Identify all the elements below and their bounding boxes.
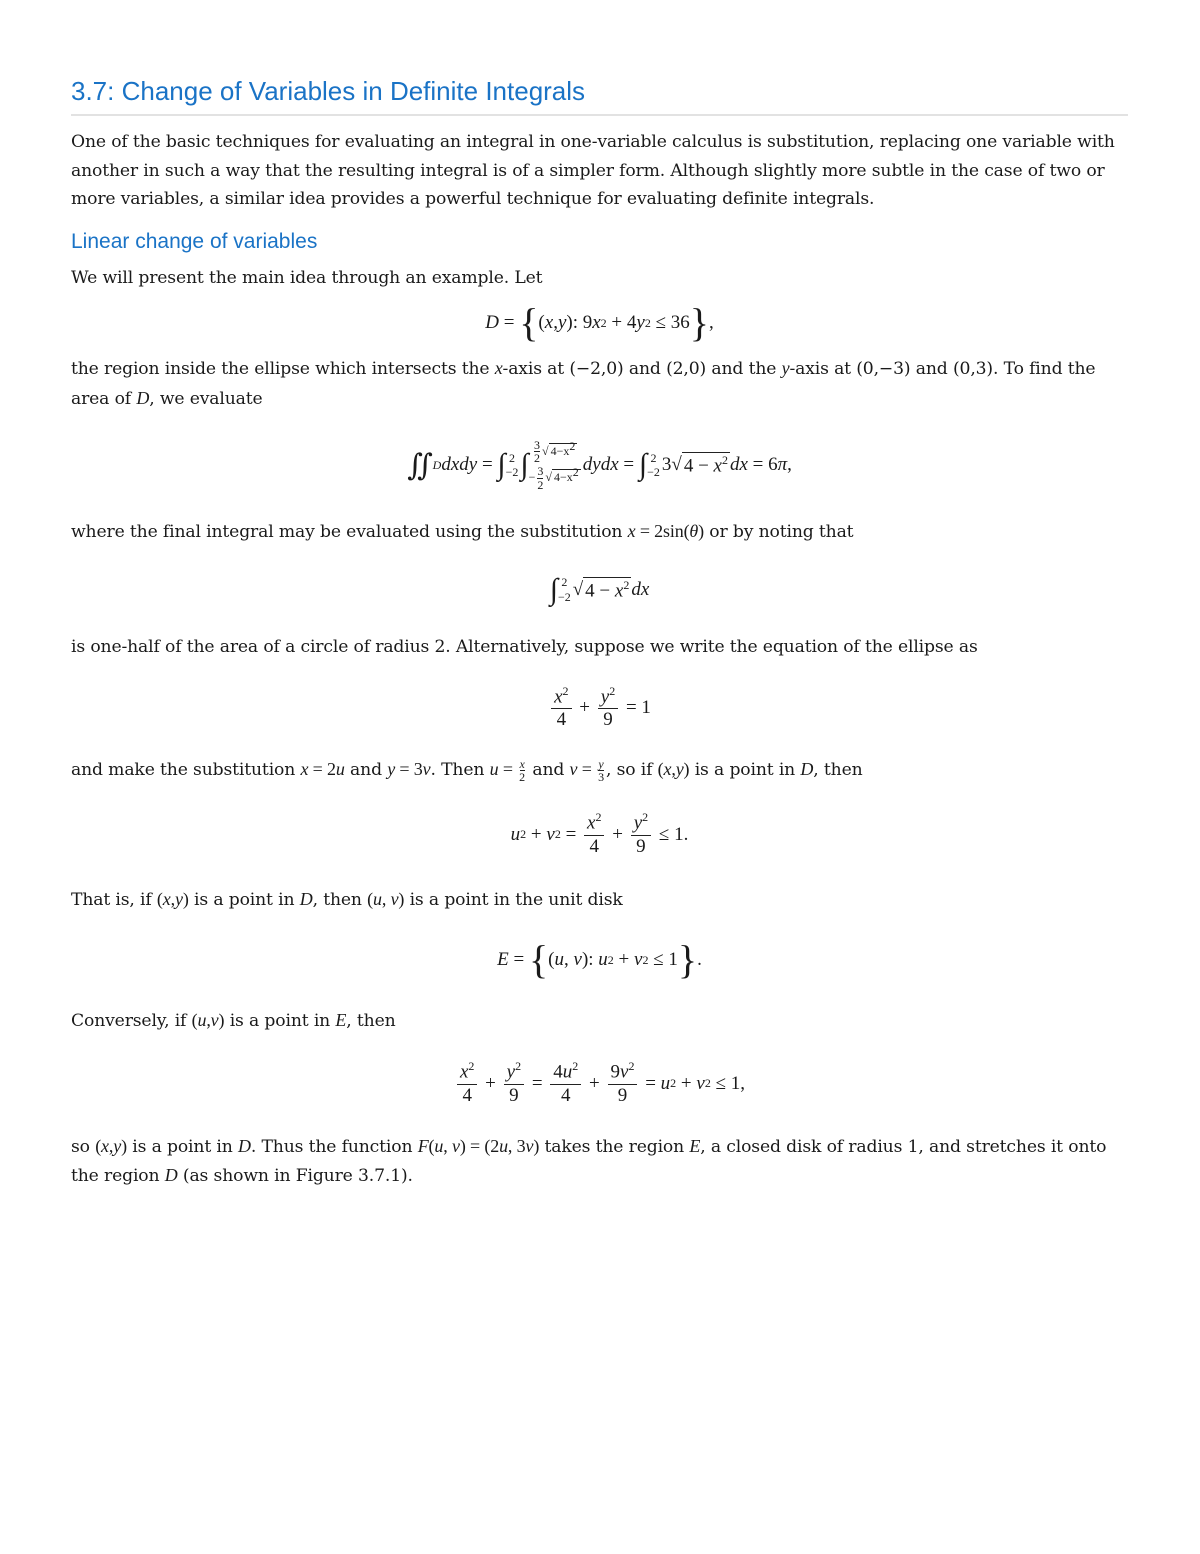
document-page bbox=[71, 70, 1128, 1191]
paragraph-6: That is, if (x,y) is a point in D, then (u, v) is a point in the unit disk bbox=[71, 888, 623, 910]
paragraph-3: where the final integral may be evaluated using the substitution x = 2sin(θ) or by noting that bbox=[71, 521, 854, 542]
paragraph-1: We will present the main idea through an example. Let bbox=[71, 267, 543, 288]
paragraph-7: Conversely, if (u,v) is a point in E, then bbox=[71, 1010, 396, 1031]
paragraph-8: so (x,y) is a point in D. Thus the function F(u, v) = (2u, 3v) takes the region E, a closed disk of radius 1, and stretches it onto the region D (as shown in Figure 3.7.1). bbox=[71, 1135, 1107, 1186]
paragraph-5: and make the substitution x = 2u and y = 3v. Then u = $\frac{x}{2}$ and v = $\frac{y}{3}$ , so if (x,y) is a point in D, then bbox=[71, 756, 863, 785]
paragraph-2: the region inside the ellipse which intersects the x-axis at (−2,0) and (2,0) and the y-axis at (0,−3) and (0,3). To find the area of D, we evaluate bbox=[71, 358, 1096, 409]
equation-ellipse: $\frac{x^2}{4}$ + $\frac{y^2}{9}$ = 1 bbox=[71, 661, 1128, 755]
equation-half-circle: ∫ 2 −2 √ $4 - x^2$ dx bbox=[549, 572, 650, 606]
title-divider bbox=[71, 114, 1128, 116]
paragraph-4: is one-half of the area of a circle of radius 2. Alternatively, suppose we write the equation of the ellipse as bbox=[71, 636, 978, 657]
equation-area-integral: ∬ D dxdy = ∫ 2 −2 ∫ $\frac{3}{2}$ √ $4-x^2$ − $\frac{3}{2}$ √ $4-x^2$ dydx = ∫ 2 −2 3√ $4 - x^2$ dx = 6 π , bbox=[407, 437, 792, 492]
equation-uv-bound: u 2 + v 2 = $\frac{x^2}{4}$ + $\frac{y^2}{9}$ ≤ 1. bbox=[510, 810, 689, 857]
equation-converse: $\frac{x^2}{4}$ + $\frac{y^2}{9}$ = $\frac{4u^2}{4}$ + $\frac{9v^2}{9}$ = u 2 + v 2 ≤ 1, bbox=[71, 1036, 1128, 1132]
intro-paragraph: One of the basic techniques for evaluating an integral in one-variable calculus is substitution, replacing one variable with another in such a way that the resulting integral is of a simpler form. Although slightly more subtle in the case of two or more variables, a similar idea provides a powerful technique for evaluating definite integrals. bbox=[71, 132, 1115, 209]
section-heading: Linear change of variables bbox=[71, 229, 318, 253]
equation-region-d: D = { ( x , y ): 9 x 2 + 4 y 2 ≤ 36 } , bbox=[485, 300, 714, 345]
page-title: 3.7: Change of Variables in Definite Integrals bbox=[71, 76, 586, 106]
equation-region-e: E = { ( u , v ): u 2 + v 2 ≤ 1 } . bbox=[497, 937, 702, 982]
